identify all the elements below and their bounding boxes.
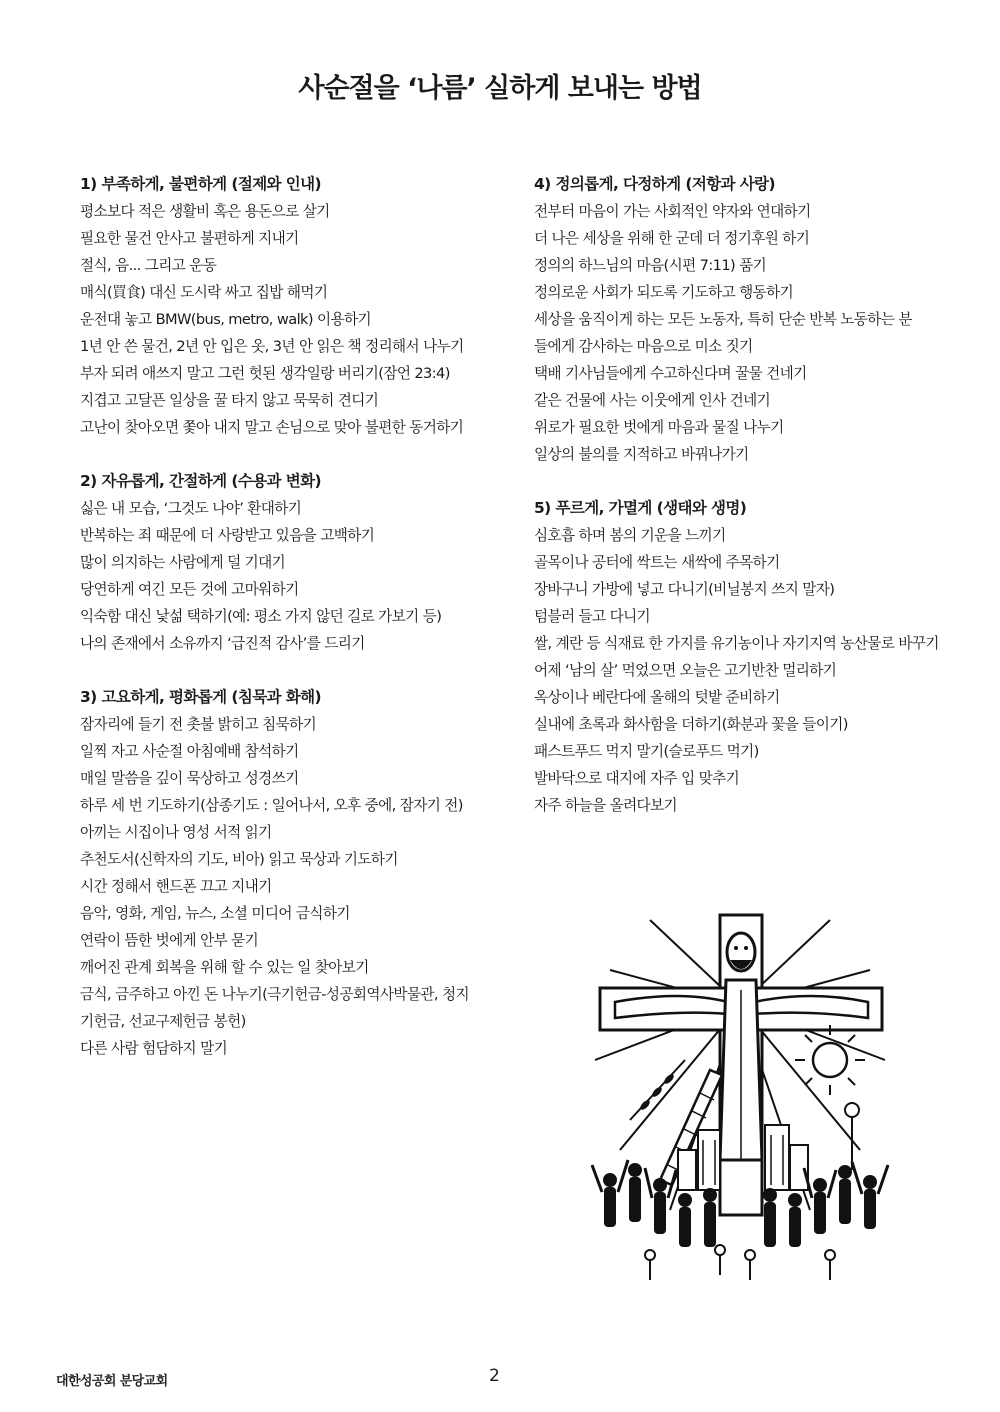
list-item: 쌀, 계란 등 식재료 한 가지를 유기농이나 자기지역 농산물로 바꾸기 [534, 635, 939, 652]
list-item: 절식, 음... 그리고 운동 [80, 257, 217, 274]
list-item: 심호흡 하며 봄의 기운을 느끼기 [534, 527, 726, 544]
list-item: 골목이나 공터에 싹트는 새싹에 주목하기 [534, 554, 780, 571]
page-title: 사순절을 ‘나름’ 실하게 보내는 방법 [298, 73, 702, 104]
list-item: 음악, 영화, 게임, 뉴스, 소셜 미디어 금식하기 [80, 905, 350, 922]
list-item: 연락이 뜸한 벗에게 안부 묻기 [80, 932, 259, 949]
section [80, 468, 510, 657]
left-column [80, 171, 510, 1089]
list-item: 패스트푸드 먹지 말기(슬로푸드 먹기) [534, 743, 759, 760]
risen-christ-cross-icon [590, 910, 890, 1294]
list-item: 잠자리에 들기 전 촛불 밝히고 침묵하기 [80, 716, 317, 733]
section-heading: 2) 자유롭게, 간절하게 (수용과 변화) [80, 472, 321, 490]
list-item: 아끼는 시집이나 영성 서적 읽기 [80, 824, 272, 841]
section [80, 684, 510, 1062]
list-item: 나의 존재에서 소유까지 ‘급진적 감사’를 드리기 [80, 635, 365, 652]
list-item: 금식, 금주하고 아낀 돈 나누기(극기헌금-성공회역사박물관, 청지 [80, 986, 469, 1003]
list-item: 반복하는 죄 때문에 더 사랑받고 있음을 고백하기 [80, 527, 375, 544]
section-heading: 1) 부족하게, 불편하게 (절제와 인내) [80, 175, 321, 193]
section [534, 495, 964, 819]
list-item: 발바닥으로 대지에 자주 입 맞추기 [534, 770, 740, 787]
list-item: 시간 정해서 핸드폰 끄고 지내기 [80, 878, 272, 895]
list-item: 전부터 마음이 가는 사회적인 약자와 연대하기 [534, 203, 811, 220]
list-item: 추천도서(신학자의 기도, 비아) 읽고 묵상과 기도하기 [80, 851, 398, 868]
list-item: 더 나은 세상을 위해 한 군데 더 정기후원 하기 [534, 230, 810, 247]
list-item: 필요한 물건 안사고 불편하게 지내기 [80, 230, 299, 247]
list-item: 장바구니 가방에 넣고 다니기(비닐봉지 쓰지 말자) [534, 581, 835, 598]
list-item: 기헌금, 선교구제헌금 봉헌) [80, 1013, 246, 1030]
list-item: 택배 기사님들에게 수고하신다며 꿀물 건네기 [534, 365, 807, 382]
list-item: 하루 세 번 기도하기(삼종기도 : 일어나서, 오후 중에, 잠자기 전) [80, 797, 463, 814]
list-item: 정의로운 사회가 되도록 기도하고 행동하기 [534, 284, 794, 301]
list-item: 텀블러 들고 다니기 [534, 608, 651, 625]
list-item: 실내에 초록과 화사함을 더하기(화분과 꽃을 들이기) [534, 716, 848, 733]
list-item: 운전대 놓고 BMW(bus, metro, walk) 이용하기 [80, 311, 371, 328]
list-item: 평소보다 적은 생활비 혹은 용돈으로 살기 [80, 203, 330, 220]
right-column [534, 171, 964, 846]
list-item: 매일 말씀을 깊이 묵상하고 성경쓰기 [80, 770, 299, 787]
list-item: 위로가 필요한 벗에게 마음과 물질 나누기 [534, 419, 784, 436]
list-item: 옥상이나 베란다에 올해의 텃밭 준비하기 [534, 689, 780, 706]
list-item: 정의의 하느님의 마음(시편 7:11) 품기 [534, 257, 767, 274]
list-item: 1년 안 쓴 물건, 2년 안 입은 옷, 3년 안 읽은 책 정리해서 나누기 [80, 338, 464, 355]
list-item: 일찍 자고 사순절 아침예배 참석하기 [80, 743, 299, 760]
section-heading: 4) 정의롭게, 다정하게 (저항과 사랑) [534, 175, 775, 193]
list-item: 매식(買食) 대신 도시락 싸고 집밥 해먹기 [80, 284, 328, 301]
list-item: 일상의 불의를 지적하고 바꿔나가기 [534, 446, 749, 463]
list-item: 익숙함 대신 낯섦 택하기(예: 평소 가지 않던 길로 가보기 등) [80, 608, 442, 625]
list-item: 다른 사람 험담하지 말기 [80, 1040, 228, 1057]
list-item: 지겹고 고달픈 일상을 꿀 타지 않고 묵묵히 견디기 [80, 392, 379, 409]
section [534, 171, 964, 468]
list-item: 싫은 내 모습, ‘그것도 나야’ 환대하기 [80, 500, 302, 517]
list-item: 세상을 움직이게 하는 모든 노동자, 특히 단순 반복 노동하는 분 [534, 311, 912, 328]
section-heading: 3) 고요하게, 평화롭게 (침묵과 화해) [80, 688, 321, 706]
list-item: 어제 ‘남의 살’ 먹었으면 오늘은 고기반찬 멀리하기 [534, 662, 837, 679]
section-heading: 5) 푸르게, 가멸게 (생태와 생명) [534, 499, 747, 517]
footer-church-name: 대한성공회 분당교회 [56, 1374, 168, 1389]
list-item: 많이 의지하는 사람에게 덜 기대기 [80, 554, 286, 571]
list-item: 당연하게 여긴 모든 것에 고마워하기 [80, 581, 299, 598]
list-item: 자주 하늘을 올려다보기 [534, 797, 678, 814]
list-item: 깨어진 관계 회복을 위해 할 수 있는 일 찾아보기 [80, 959, 369, 976]
list-item: 고난이 찾아오면 쫓아 내지 말고 손님으로 맞아 불편한 동거하기 [80, 419, 464, 436]
list-item: 같은 건물에 사는 이웃에게 인사 건네기 [534, 392, 771, 409]
section [80, 171, 510, 441]
list-item: 부자 되려 애쓰지 말고 그런 헛된 생각일랑 버리기(잠언 23:4) [80, 365, 450, 382]
list-item: 들에게 감사하는 마음으로 미소 짓기 [534, 338, 753, 355]
page-number: 2 [489, 1366, 500, 1386]
